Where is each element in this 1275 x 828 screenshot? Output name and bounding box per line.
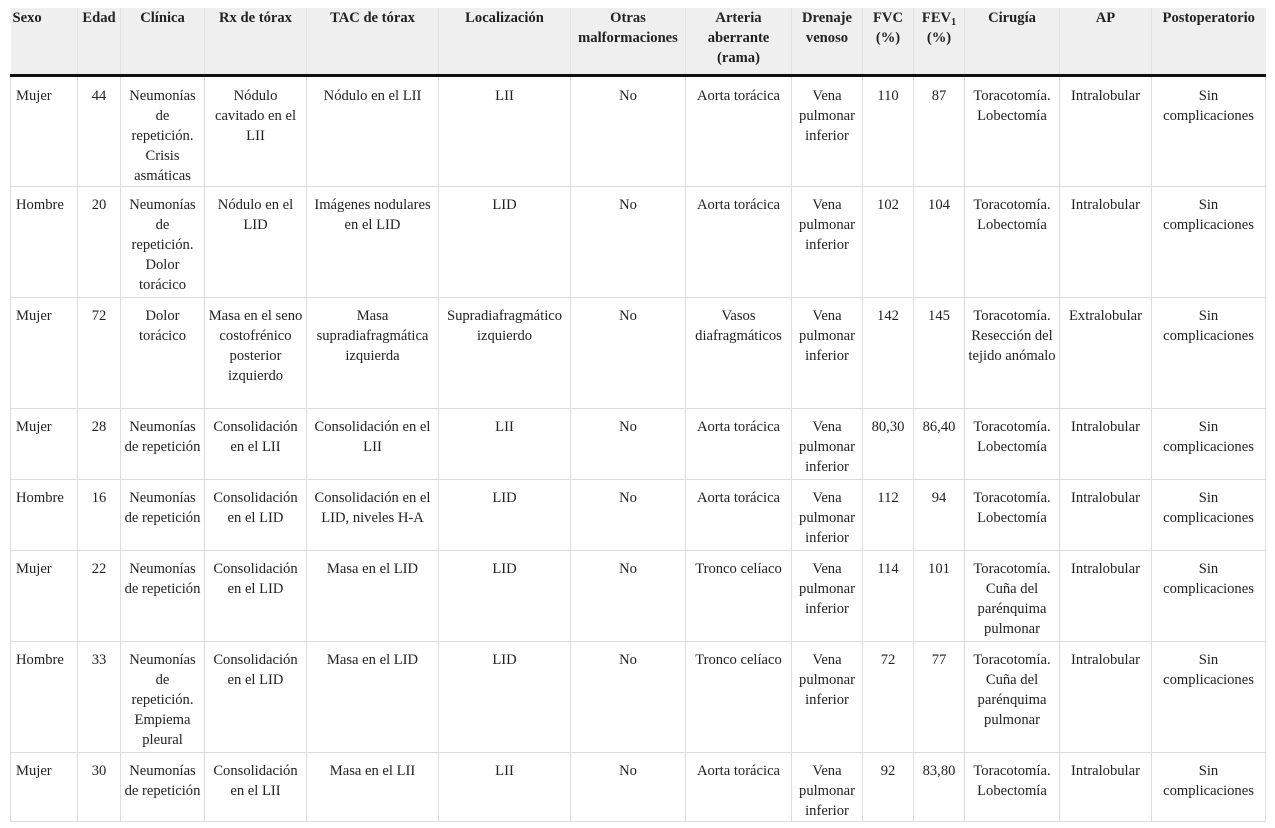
cell-edad: 16	[78, 480, 121, 551]
cell-fvc: 72	[863, 642, 914, 753]
header-edad: Edad	[78, 8, 121, 76]
cell-rx: Masa en el seno costofrénico posterior izquierdo	[205, 298, 307, 409]
cell-arteria: Tronco celíaco	[686, 551, 792, 642]
cell-fvc: 112	[863, 480, 914, 551]
header-fev	[914, 8, 965, 76]
cell-edad: 20	[78, 187, 121, 298]
cell-postop: Sin complicaciones	[1152, 753, 1266, 822]
cell-fev: 77	[914, 642, 965, 753]
cell-localizacion: LID	[439, 642, 571, 753]
table-row	[11, 409, 1266, 480]
cell-drenaje: Vena pulmonar inferior	[792, 551, 863, 642]
cell-cirugia: Toracotomía. Lobectomía	[965, 480, 1060, 551]
cell-otras: No	[571, 753, 686, 822]
cell-sexo: Mujer	[11, 551, 78, 642]
cell-tac: Consolidación en el LII	[307, 409, 439, 480]
cell-clinica: Neumonías de repetición	[121, 480, 205, 551]
header-cirugia: Cirugía	[965, 8, 1060, 76]
cell-rx: Consolidación en el LID	[205, 551, 307, 642]
cell-tac: Imágenes nodulares en el LID	[307, 187, 439, 298]
patients-table	[10, 8, 1266, 822]
cell-postop: Sin complicaciones	[1152, 642, 1266, 753]
header-arteria: Arteria aberrante (rama)	[686, 8, 792, 76]
cell-cirugia: Toracotomía. Lobectomía	[965, 76, 1060, 187]
cell-drenaje: Vena pulmonar inferior	[792, 76, 863, 187]
table-row	[11, 642, 1266, 753]
cell-drenaje: Vena pulmonar inferior	[792, 753, 863, 822]
cell-fev: 83,80	[914, 753, 965, 822]
cell-tac: Masa en el LID	[307, 551, 439, 642]
table-container	[10, 8, 1265, 822]
cell-ap: Intralobular	[1060, 480, 1152, 551]
cell-fev: 94	[914, 480, 965, 551]
cell-localizacion: LID	[439, 187, 571, 298]
table-row	[11, 298, 1266, 409]
cell-arteria: Aorta torácica	[686, 480, 792, 551]
cell-arteria: Aorta torácica	[686, 409, 792, 480]
header-sexo: Sexo	[11, 8, 78, 76]
table-row	[11, 76, 1266, 187]
cell-otras: No	[571, 551, 686, 642]
cell-clinica: Neumonías de repetición. Empiema pleural	[121, 642, 205, 753]
cell-rx: Consolidación en el LII	[205, 409, 307, 480]
cell-otras: No	[571, 187, 686, 298]
cell-otras: No	[571, 480, 686, 551]
table-row	[11, 551, 1266, 642]
header-otras: Otras malformaciones	[571, 8, 686, 76]
cell-fvc: 92	[863, 753, 914, 822]
cell-fev: 104	[914, 187, 965, 298]
cell-rx: Consolidación en el LID	[205, 642, 307, 753]
cell-edad: 28	[78, 409, 121, 480]
header-fev-sub: 1	[951, 17, 957, 28]
cell-arteria: Aorta torácica	[686, 187, 792, 298]
cell-fvc: 142	[863, 298, 914, 409]
cell-otras: No	[571, 298, 686, 409]
cell-fev: 87	[914, 76, 965, 187]
cell-edad: 72	[78, 298, 121, 409]
cell-rx: Nódulo en el LID	[205, 187, 307, 298]
cell-drenaje: Vena pulmonar inferior	[792, 642, 863, 753]
cell-rx: Nódulo cavitado en el LII	[205, 76, 307, 187]
cell-ap: Intralobular	[1060, 76, 1152, 187]
cell-arteria: Aorta torácica	[686, 753, 792, 822]
header-row	[11, 8, 1266, 76]
cell-otras: No	[571, 642, 686, 753]
cell-arteria: Vasos diafragmáticos	[686, 298, 792, 409]
cell-cirugia: Toracotomía. Resección del tejido anómalo	[965, 298, 1060, 409]
cell-arteria: Tronco celíaco	[686, 642, 792, 753]
cell-postop: Sin complicaciones	[1152, 480, 1266, 551]
cell-drenaje: Vena pulmonar inferior	[792, 187, 863, 298]
cell-edad: 44	[78, 76, 121, 187]
cell-tac: Consolidación en el LID, niveles H-A	[307, 480, 439, 551]
cell-clinica: Neumonías de repetición	[121, 551, 205, 642]
cell-cirugia: Toracotomía. Lobectomía	[965, 409, 1060, 480]
header-fev-unit: (%)	[926, 30, 952, 46]
cell-localizacion: LII	[439, 76, 571, 187]
cell-localizacion: LID	[439, 551, 571, 642]
cell-localizacion: LII	[439, 753, 571, 822]
cell-localizacion: Supradiafragmático izquierdo	[439, 298, 571, 409]
cell-drenaje: Vena pulmonar inferior	[792, 409, 863, 480]
cell-edad: 33	[78, 642, 121, 753]
cell-clinica: Dolor torácico	[121, 298, 205, 409]
header-drenaje: Drenaje venoso	[792, 8, 863, 76]
cell-cirugia: Toracotomía. Cuña del parénquima pulmonar	[965, 551, 1060, 642]
cell-fvc: 114	[863, 551, 914, 642]
header-rx: Rx de tórax	[205, 8, 307, 76]
cell-ap: Extralobular	[1060, 298, 1152, 409]
cell-sexo: Mujer	[11, 409, 78, 480]
cell-sexo: Mujer	[11, 753, 78, 822]
cell-otras: No	[571, 76, 686, 187]
cell-arteria: Aorta torácica	[686, 76, 792, 187]
cell-sexo: Mujer	[11, 76, 78, 187]
cell-clinica: Neumonías de repetición. Dolor torácico	[121, 187, 205, 298]
cell-localizacion: LII	[439, 409, 571, 480]
cell-clinica: Neumonías de repetición. Crisis asmáticas	[121, 76, 205, 187]
cell-localizacion: LID	[439, 480, 571, 551]
cell-ap: Intralobular	[1060, 551, 1152, 642]
cell-cirugia: Toracotomía. Lobectomía	[965, 187, 1060, 298]
cell-sexo: Hombre	[11, 480, 78, 551]
header-localizacion: Localización	[439, 8, 571, 76]
cell-postop: Sin complicaciones	[1152, 187, 1266, 298]
cell-fev: 101	[914, 551, 965, 642]
cell-fev: 86,40	[914, 409, 965, 480]
cell-ap: Intralobular	[1060, 187, 1152, 298]
table-row	[11, 753, 1266, 822]
header-tac: TAC de tórax	[307, 8, 439, 76]
table-row	[11, 480, 1266, 551]
cell-tac: Nódulo en el LII	[307, 76, 439, 187]
cell-ap: Intralobular	[1060, 409, 1152, 480]
cell-fvc: 102	[863, 187, 914, 298]
cell-postop: Sin complicaciones	[1152, 409, 1266, 480]
cell-clinica: Neumonías de repetición	[121, 409, 205, 480]
header-fev-main: FEV	[921, 10, 952, 26]
cell-otras: No	[571, 409, 686, 480]
cell-postop: Sin complicaciones	[1152, 551, 1266, 642]
cell-cirugia: Toracotomía. Cuña del parénquima pulmonar	[965, 642, 1060, 753]
cell-edad: 30	[78, 753, 121, 822]
cell-postop: Sin complicaciones	[1152, 76, 1266, 187]
cell-tac: Masa en el LII	[307, 753, 439, 822]
cell-tac: Masa supradiafragmática izquierda	[307, 298, 439, 409]
header-ap: AP	[1060, 8, 1152, 76]
cell-sexo: Hombre	[11, 642, 78, 753]
header-clinica: Clínica	[121, 8, 205, 76]
cell-clinica: Neumonías de repetición	[121, 753, 205, 822]
header-postop: Postoperatorio	[1152, 8, 1266, 76]
cell-drenaje: Vena pulmonar inferior	[792, 298, 863, 409]
cell-sexo: Hombre	[11, 187, 78, 298]
table-row	[11, 187, 1266, 298]
cell-postop: Sin complicaciones	[1152, 298, 1266, 409]
cell-edad: 22	[78, 551, 121, 642]
cell-fev: 145	[914, 298, 965, 409]
cell-fvc: 80,30	[863, 409, 914, 480]
header-fvc: FVC (%)	[863, 8, 914, 76]
cell-ap: Intralobular	[1060, 753, 1152, 822]
cell-ap: Intralobular	[1060, 642, 1152, 753]
cell-cirugia: Toracotomía. Lobectomía	[965, 753, 1060, 822]
cell-sexo: Mujer	[11, 298, 78, 409]
cell-drenaje: Vena pulmonar inferior	[792, 480, 863, 551]
cell-rx: Consolidación en el LII	[205, 753, 307, 822]
cell-fvc: 110	[863, 76, 914, 187]
cell-tac: Masa en el LID	[307, 642, 439, 753]
cell-rx: Consolidación en el LID	[205, 480, 307, 551]
